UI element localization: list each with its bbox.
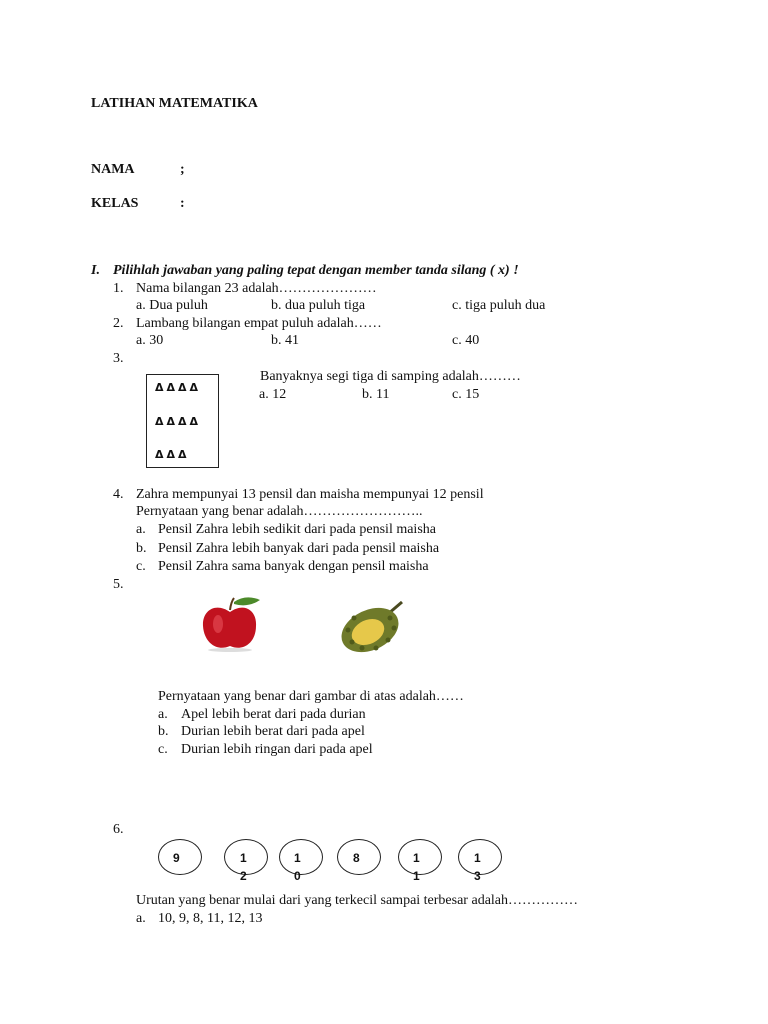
number-circle: [158, 839, 202, 875]
q4-option-c: Pensil Zahra sama banyak dengan pensil maisha: [158, 559, 429, 574]
q3-text: Banyaknya segi tiga di samping adalah………: [260, 369, 521, 384]
kelas-separator: :: [180, 196, 185, 211]
q5-letter-c: c.: [158, 742, 168, 757]
q1-option-c: c. tiga puluh dua: [452, 298, 546, 313]
circle-number-top: 1: [294, 851, 301, 865]
triangle-box: [146, 374, 219, 468]
q2-text: Lambang bilangan empat puluh adalah……: [136, 316, 382, 331]
q4-text: Zahra mempunyai 13 pensil dan maisha mempunyai 12 pensil: [136, 487, 484, 502]
q3-number: 3.: [113, 351, 124, 366]
q1-option-b: b. dua puluh tiga: [271, 298, 366, 313]
circle-number-top: 8: [353, 851, 360, 865]
apple-image: [198, 596, 264, 652]
q6-text: Urutan yang benar mulai dari yang terkecil sampai terbesar adalah……………: [136, 893, 579, 908]
circle-number-bottom: 3: [474, 869, 481, 883]
q2-number: 2.: [113, 316, 124, 331]
q5-letter-b: b.: [158, 724, 169, 739]
q4-option-a: Pensil Zahra lebih sedikit dari pada pensil maisha: [158, 522, 436, 537]
circle-number-bottom: 0: [294, 869, 301, 883]
q6-letter-a: a.: [136, 911, 146, 926]
q1-option-a: a. Dua puluh: [136, 298, 208, 313]
q1-text: Nama bilangan 23 adalah…………………: [136, 281, 377, 296]
circle-number-top: 1: [413, 851, 420, 865]
number-circle: [279, 839, 323, 875]
section-instruction: Pilihlah jawaban yang paling tepat dengan member tanda silang ( x) !: [113, 263, 519, 278]
triangle-row: ΔΔΔ: [155, 448, 190, 461]
nama-label: NAMA: [91, 162, 135, 177]
q5-option-c: Durian lebih ringan dari pada apel: [181, 742, 373, 757]
q4-letter-b: b.: [136, 541, 147, 556]
q4-letter-c: c.: [136, 559, 146, 574]
q4-number: 4.: [113, 487, 124, 502]
circle-number-top: 1: [240, 851, 247, 865]
circle-number-bottom: 1: [413, 869, 420, 883]
q3-option-b: b. 11: [362, 387, 390, 402]
q5-option-b: Durian lebih berat dari pada apel: [181, 724, 365, 739]
triangle-row: ΔΔΔΔ: [155, 415, 202, 428]
page-title: LATIHAN MATEMATIKA: [91, 96, 258, 111]
nama-separator: ;: [180, 162, 185, 177]
q5-text: Pernyataan yang benar dari gambar di atas adalah……: [158, 689, 464, 704]
q4-letter-a: a.: [136, 522, 146, 537]
q4-option-b: Pensil Zahra lebih banyak dari pada pensil maisha: [158, 541, 440, 556]
circle-number-top: 1: [474, 851, 481, 865]
q5-letter-a: a.: [158, 707, 168, 722]
q1-number: 1.: [113, 281, 124, 296]
q6-number: 6.: [113, 822, 124, 837]
q3-option-a: a. 12: [259, 387, 287, 402]
q4-subtext: Pernyataan yang benar adalah……………………..: [136, 504, 423, 519]
q6-option-a: 10, 9, 8, 11, 12, 13: [158, 911, 263, 926]
durian-image: [338, 600, 408, 654]
number-circle: [398, 839, 442, 875]
circle-number-bottom: 2: [240, 869, 247, 883]
q3-option-c: c. 15: [452, 387, 480, 402]
q5-number: 5.: [113, 577, 124, 592]
kelas-label: KELAS: [91, 196, 139, 211]
q2-option-c: c. 40: [452, 333, 480, 348]
q2-option-a: a. 30: [136, 333, 164, 348]
q5-option-a: Apel lebih berat dari pada durian: [181, 707, 366, 722]
section-number: I.: [91, 263, 100, 278]
triangle-row: ΔΔΔΔ: [155, 381, 202, 394]
q2-option-b: b. 41: [271, 333, 299, 348]
circle-number-top: 9: [173, 851, 180, 865]
